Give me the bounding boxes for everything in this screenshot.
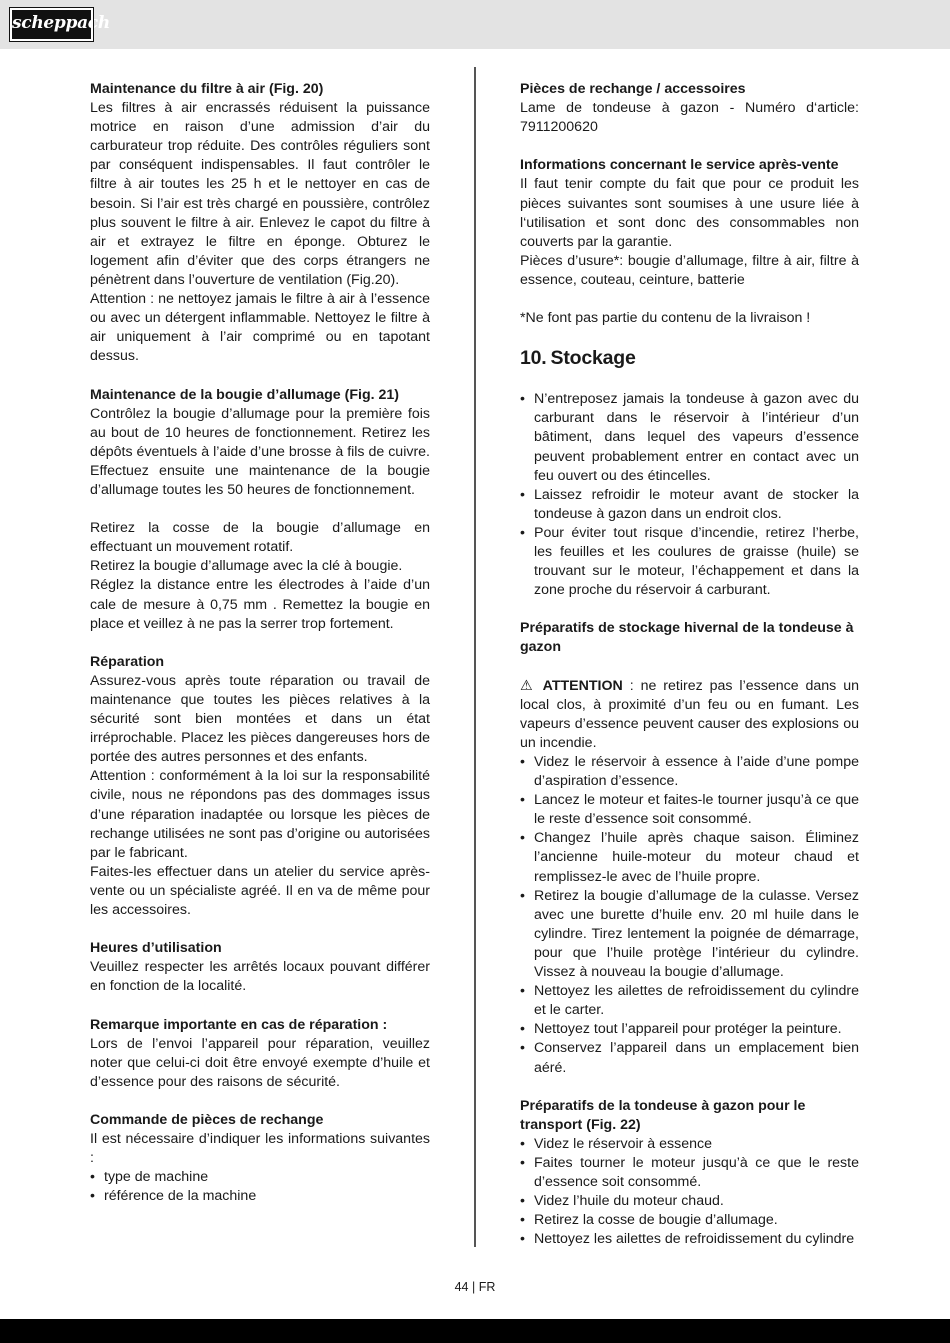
list-item: • Nettoyez les ailettes de refroidissement du cylindre xyxy=(520,1230,859,1249)
bullet-list xyxy=(520,753,859,1078)
chapter-heading xyxy=(520,346,859,370)
warning-paragraph xyxy=(520,677,859,753)
section-title-repair: Réparation xyxy=(90,653,165,670)
paragraph: Faites-les effectuer dans un atelier du service après-vente ou un spécialiste agréé. Il en va de même pour les accessoires. xyxy=(90,863,430,919)
list-item: • Videz l’huile du moteur chaud. xyxy=(520,1192,859,1211)
list-item: • type de machine xyxy=(90,1168,430,1187)
warning-label: ATTENTION xyxy=(542,677,623,694)
chapter-number: 10. xyxy=(520,347,547,370)
section-title-spare-parts: Pièces de rechange / accessoires xyxy=(520,81,746,97)
section-title-after-sales: Informations concernant le service après-vente xyxy=(520,157,839,174)
paragraph: Assurez-vous après toute réparation ou travail de maintenance que toutes les pièces relatives à la sécurité sont bien montées et dans un état irréprochable. Placez les pièces dangereuses hors de portée des autres personnes et des enfants. xyxy=(90,672,430,766)
section-title-transport: Préparatifs de la tondeuse à gazon pour le transport (Fig. 22) xyxy=(520,1097,806,1133)
paragraph: Retirez la bougie d’allumage avec la clé à bougie. xyxy=(90,558,403,575)
list-item: • référence de la machine xyxy=(90,1187,430,1206)
warning-text: : ne retirez pas l’essence dans un local clos, à proximité d’un feu ou en fumant. Les vapeurs d’essence peuvent causer des explosions ou un incendie. xyxy=(520,677,859,751)
paragraph: Il faut tenir compte du fait que pour ce produit les pièces suivantes sont soumises à une usure liée à l‘utilisation et sont donc des consommables non couverts par la garantie. xyxy=(520,176,859,250)
right-column xyxy=(520,80,859,1249)
paragraph: Les filtres à air encrassés réduisent la puissance motrice en raison d’une admission d’air du carburateur trop réduite. Des contrôles réguliers sont par conséquent indispensables. Il faut contrôler le filtre à air toutes les 25 h et le nettoyer en cas de besoin. Si l’air est très chargé en poussière, contrôlez plus souvent le filtre à air. Enlevez le capot du filtre à air et extrayez le filtre en éponge. Obturez le logement afin d’éviter que des corps étrangers ne pénètrent dans l’ouverture de ventilation (Fig.20). xyxy=(90,100,430,288)
chapter-title: Stockage xyxy=(550,347,636,370)
paragraph: Contrôlez la bougie d’allumage pour la première fois au bout de 10 heures de fonctionnement. Retirez les dépôts éventuels à l’aide d’une brosse à fils de cuivre. Effectuez ensuite une maintenance de la bougie d’allumage toutes les 50 heures de fonctionnement. xyxy=(90,405,430,498)
warning-icon: ⚠ xyxy=(520,677,536,694)
header-bar xyxy=(0,0,950,49)
section-title-spare-parts-order: Commande de pièces de rechange xyxy=(90,1112,324,1129)
bullet-list xyxy=(520,1135,859,1250)
left-column xyxy=(90,80,430,1207)
list-item: • Changez l’huile après chaque saison. Éliminez l’ancienne huile-moteur du moteur chaud et remplissez-le avec de l’huile propre. xyxy=(520,829,859,886)
paragraph: Attention : ne nettoyez jamais le filtre à air à l’essence ou avec un détergent inflammable. Nettoyez le filtre à air uniquement à l’air comprimé ou en tapotant dessus. xyxy=(90,291,430,365)
section-title-usage-hours: Heures d’utilisation xyxy=(90,940,222,957)
page-number: 44 | FR xyxy=(454,1280,496,1294)
list-item: • Faites tourner le moteur jusqu’à ce que le reste d’essence soit consommé. xyxy=(520,1154,859,1192)
paragraph: Lors de l’envoi l’appareil pour réparation, veuillez noter que celui-ci doit être envoyé exempte d’huile et d’essence pour des raisons de sécurité. xyxy=(90,1035,430,1090)
section-title-air-filter: Maintenance du filtre à air (Fig. 20) xyxy=(90,81,324,97)
list-item: • Retirez la bougie d’allumage de la culasse. Versez avec une burette d’huile env. 20 ml huile dans le cylindre. Tirez lentement la poignée de démarrage, pour que l’huile protège l’intérieur du cylindre. Vissez à nouveau la bougie d’allumage. xyxy=(520,887,859,982)
list-item: • Videz le réservoir à essence xyxy=(520,1135,859,1154)
list-item: • Nettoyez tout l’appareil pour protéger la peinture. xyxy=(520,1020,859,1039)
paragraph: Retirez la cosse de la bougie d’allumage en effectuant un mouvement rotatif. xyxy=(90,520,430,556)
brand-logo: scheppach xyxy=(10,8,93,41)
footnote: *Ne font pas partie du contenu de la livraison ! xyxy=(520,310,811,327)
list-item: • Retirez la cosse de bougie d’allumage. xyxy=(520,1211,859,1230)
paragraph: Il est nécessaire d’indiquer les informations suivantes : xyxy=(90,1131,430,1167)
section-title-repair-note: Remarque importante en cas de réparation : xyxy=(90,1016,388,1033)
paragraph: Réglez la distance entre les électrodes à l’aide d’un cale de mesure à 0,75 mm . Remettez la bougie en place et veillez à ne pas la serrer trop fortement. xyxy=(90,577,430,632)
list-item: • Nettoyez les ailettes de refroidissement du cylindre et le carter. xyxy=(520,982,859,1020)
footer-bar xyxy=(0,1319,950,1343)
paragraph: Lame de tondeuse à gazon - Numéro d‘article: 7911200620 xyxy=(520,100,859,136)
list-item: • Laissez refroidir le moteur avant de stocker la tondeuse à gazon dans un endroit clos. xyxy=(520,486,859,524)
list-item: • Pour éviter tout risque d’incendie, retirez l’herbe, les feuilles et les coulures de graisse (huile) se trouvant sur le moteur, l’échappement et dans la zone proche du réservoir á carburant. xyxy=(520,524,859,600)
list-item: • Lancez le moteur et faites-le tourner jusqu’à ce que le reste d’essence soit consommé. xyxy=(520,791,859,829)
section-title-winter-storage: Préparatifs de stockage hivernal de la tondeuse à gazon xyxy=(520,620,854,656)
paragraph: Pièces d’usure*: bougie d’allumage, filtre à air, filtre à essence, couteau, ceinture, batterie xyxy=(520,252,859,288)
list-item: • Videz le réservoir à essence à l’aide d’une pompe d’aspiration d’essence. xyxy=(520,753,859,791)
paragraph: Veuillez respecter les arrêtés locaux pouvant différer en fonction de la localité. xyxy=(90,959,430,995)
list-item: • N’entreposez jamais la tondeuse à gazon avec du carburant dans le réservoir à l’intérieur d’un bâtiment, dans lequel des vapeurs d’essence peuvent probablement entrer en contact avec un feu ouvert ou des étincelles. xyxy=(520,390,859,485)
list-item: • Conservez l’appareil dans un emplacement bien aéré. xyxy=(520,1039,859,1077)
column-divider xyxy=(474,67,476,1247)
paragraph: Attention : conformément à la loi sur la responsabilité civile, nous ne répondons pas des dommages issus d’une réparation inadaptée ou lorsque les pièces de rechange utilisées ne sont pas d’origine ou autorisées par le fabricant. xyxy=(90,768,430,861)
bullet-list xyxy=(90,1168,430,1206)
bullet-list xyxy=(520,390,859,600)
section-title-spark-plug: Maintenance de la bougie d’allumage (Fig. 21) xyxy=(90,386,400,403)
